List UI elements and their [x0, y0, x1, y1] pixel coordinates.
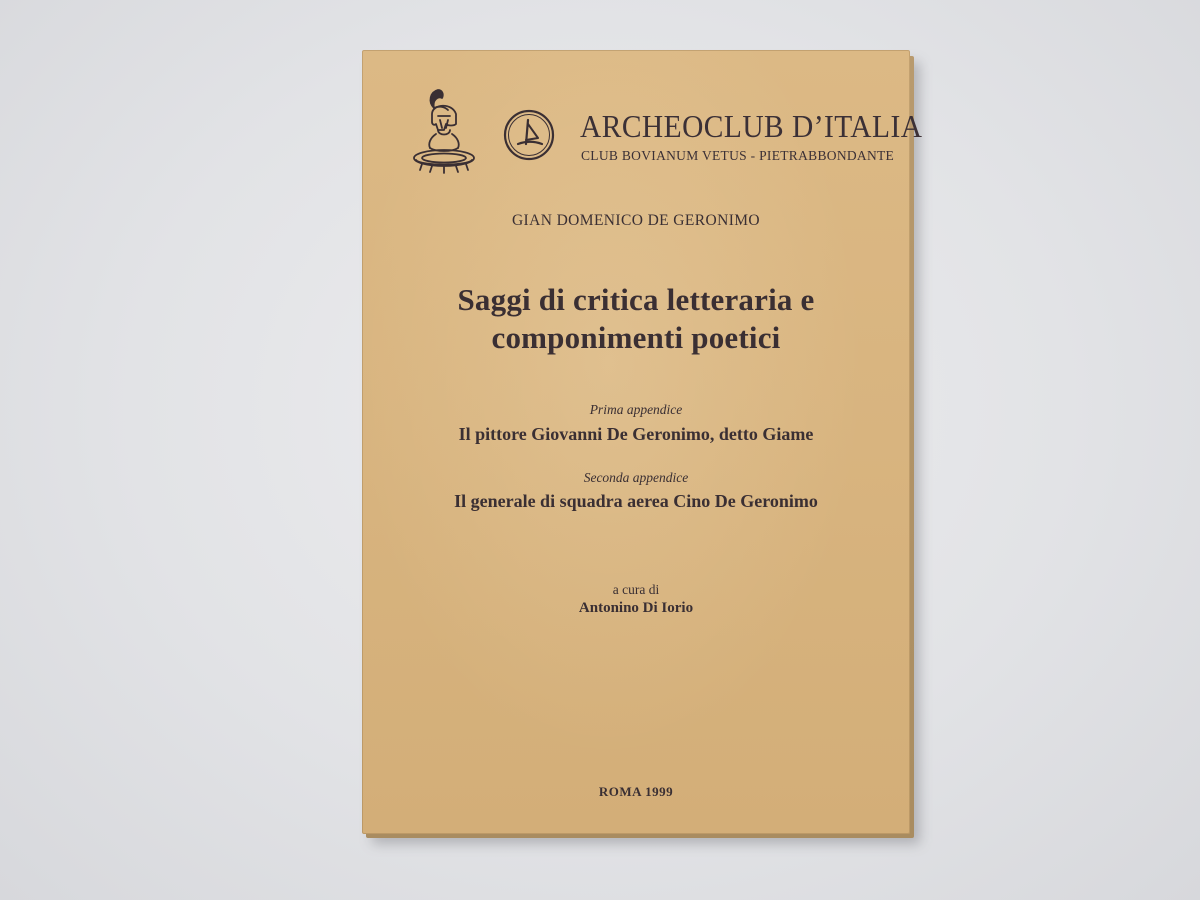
warrior-helmet-crest-icon [408, 84, 484, 178]
first-appendix-label: Prima appendice [589, 402, 683, 417]
archeoclub-circle-emblem-icon [502, 108, 556, 162]
book-title-line-1: Saggi di critica letteraria e [457, 282, 815, 317]
second-appendix-title: Il generale di squadra aerea Cino De Geronimo [454, 491, 818, 511]
second-appendix-label: Seconda appendice [583, 470, 689, 485]
first-appendix-title: Il pittore Giovanni De Geronimo, detto Giame [458, 424, 814, 444]
editor-name: Antonino Di Iorio [578, 600, 694, 616]
publication-imprint: ROMA 1999 [598, 784, 674, 799]
book-title-line-2: componimenti poetici [491, 320, 781, 355]
organization-name: ARCHEOCLUB D’ITALIA [580, 108, 923, 144]
organization-subtitle: CLUB BOVIANUM VETUS - PIETRABBONDANTE [581, 148, 895, 163]
editor-label: a cura di [612, 582, 660, 597]
book-author: GIAN DOMENICO DE GERONIMO [511, 212, 761, 229]
book-cover [362, 50, 923, 834]
